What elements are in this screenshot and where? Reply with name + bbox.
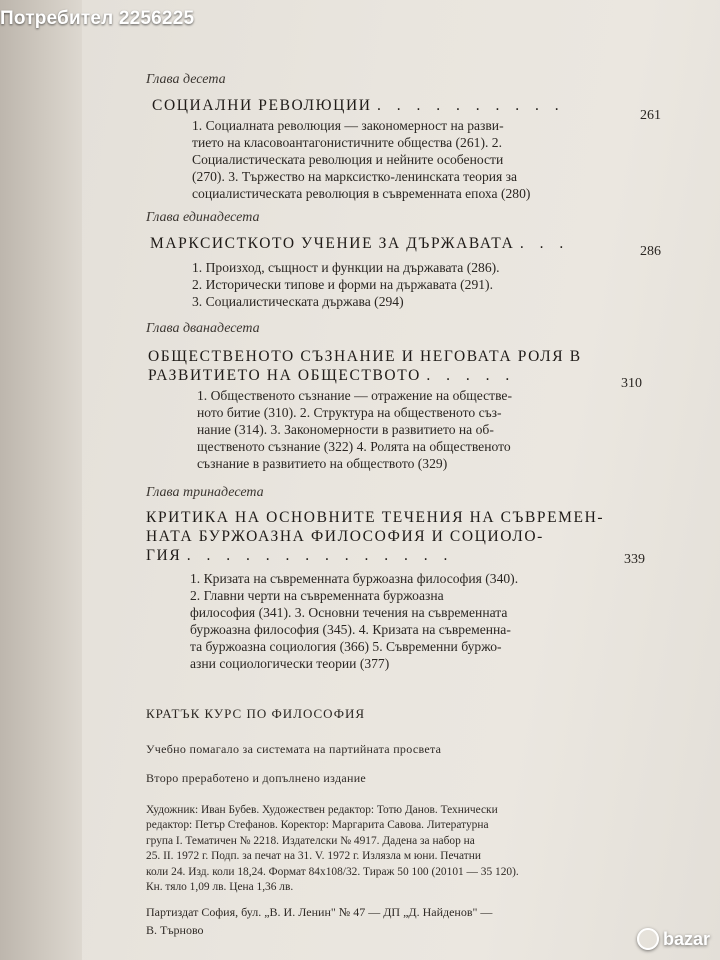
- contents-line: ното битие (310). 2. Структура на общественото съз-: [197, 405, 502, 420]
- chapter-page-number: 310: [621, 376, 642, 391]
- chapter-label: Глава десета: [146, 72, 226, 87]
- imprint-line: коли 24. Изд. коли 18,24. Формат 84х108/32. Тираж 50 100 (20101 — 35 120).: [146, 865, 519, 878]
- contents-line: социалистическата революция в съвременната епоха (280): [192, 186, 531, 201]
- chapter-title: ОБЩЕСТВЕНОТО СЪЗНАНИЕ И НЕГОВАТА РОЛЯ В: [148, 348, 582, 365]
- book-spine-shadow: [0, 0, 82, 960]
- chapter-label: Глава тринадесета: [146, 485, 264, 500]
- contents-line: та буржоазна социология (366) 5. Съвременни буржо-: [190, 639, 502, 654]
- contents-line: тието на класовоантагонистичните общества (261). 2.: [192, 135, 502, 150]
- contents-line: (270). 3. Тържество на марксистко-ленинската теория за: [192, 169, 518, 184]
- contents-line: азни социологически теории (377): [190, 656, 390, 671]
- contents-line: съзнание в развитието на обществото (329): [197, 456, 448, 471]
- chapter-page-number: 261: [640, 108, 661, 123]
- imprint-line: редактор: Петър Стефанов. Коректор: Маргарита Савова. Литературна: [146, 819, 489, 832]
- bazar-logo: [637, 928, 710, 950]
- contents-line: 1. Общественото съзнание — отражение на обществе-: [197, 388, 512, 403]
- imprint-line: Художник: Иван Бубев. Художествен редактор: Тотю Данов. Технически: [146, 804, 498, 816]
- contents-line: философия (341). 3. Основни течения на съвременната: [190, 605, 508, 620]
- chapter-title: МАРКСИСТКОТО УЧЕНИЕ ЗА ДЪРЖАВАТА . . .: [150, 235, 570, 252]
- chapter-contents: [197, 387, 617, 472]
- chapter-contents: [192, 259, 622, 310]
- publisher-line: В. Търново: [146, 923, 204, 937]
- chapter-title-continued: ГИЯ . . . . . . . . . . . . . .: [146, 547, 454, 564]
- bazar-logo-text: bazar: [662, 928, 710, 949]
- chapter-label: Глава дванадесета: [146, 321, 260, 336]
- contents-line: буржоазна философия (345). 4. Кризата на съвременна-: [190, 622, 511, 637]
- contents-line: 1. Произход, същност и функции на държавата (286).: [192, 260, 500, 275]
- imprint-line: Кн. тяло 1,09 лв. Цена 1,36 лв.: [146, 881, 294, 894]
- bazar-logo-icon: [637, 928, 659, 950]
- imprint-credits: [146, 803, 676, 895]
- chapter-page-number: 286: [640, 244, 661, 259]
- chapter-title: СОЦИАЛНИ РЕВОЛЮЦИИ . . . . . . . . . .: [152, 97, 565, 114]
- chapter-title: КРИТИКА НА ОСНОВНИТЕ ТЕЧЕНИЯ НА СЪВРЕМЕН-: [146, 509, 605, 526]
- contents-line: 2. Главни черти на съвременната буржоазна: [190, 588, 444, 603]
- imprint-line: 25. II. 1972 г. Подп. за печат на 31. V. 1972 г. Излязла м юни. Печатни: [146, 850, 481, 863]
- contents-line: 1. Социалната революция — закономерност на разви-: [192, 118, 504, 133]
- user-watermark: Потребител 2256225: [0, 8, 195, 29]
- contents-line: нание (314). 3. Закономерности в развитието на об-: [197, 422, 494, 437]
- contents-line: щественото съзнание (322) 4. Ролята на общественото: [197, 439, 511, 454]
- book-title: КРАТЪК КУРС ПО ФИЛОСОФИЯ: [146, 706, 366, 721]
- edition-note: Второ преработено и допълнено издание: [146, 771, 367, 785]
- book-subtitle: Учебно помагало за системата на партийната просвета: [146, 742, 442, 756]
- chapter-contents: [192, 117, 622, 202]
- chapter-title-continued: НАТА БУРЖОАЗНА ФИЛОСОФИЯ И СОЦИОЛО-: [146, 528, 544, 545]
- imprint-line: група I. Тематичен № 2218. Издателски № 4917. Дадена за набор на: [146, 834, 475, 847]
- contents-line: Социалистическата революция и нейните особености: [192, 152, 504, 167]
- chapter-label: Глава единадесета: [146, 210, 260, 225]
- contents-line: 2. Исторически типове и форми на държавата (291).: [192, 277, 493, 292]
- chapter-title-continued: РАЗВИТИЕТО НА ОБЩЕСТВОТО . . . . .: [148, 367, 516, 384]
- publisher-info: [146, 903, 686, 939]
- publisher-line: Партиздат София, бул. „В. И. Ленин" № 47 — ДП „Д. Найденов" —: [146, 905, 493, 919]
- contents-line: 3. Социалистическата държава (294): [192, 294, 404, 309]
- contents-line: 1. Кризата на съвременната буржоазна философия (340).: [190, 571, 519, 586]
- chapter-page-number: 339: [624, 552, 645, 567]
- chapter-contents: [190, 570, 620, 672]
